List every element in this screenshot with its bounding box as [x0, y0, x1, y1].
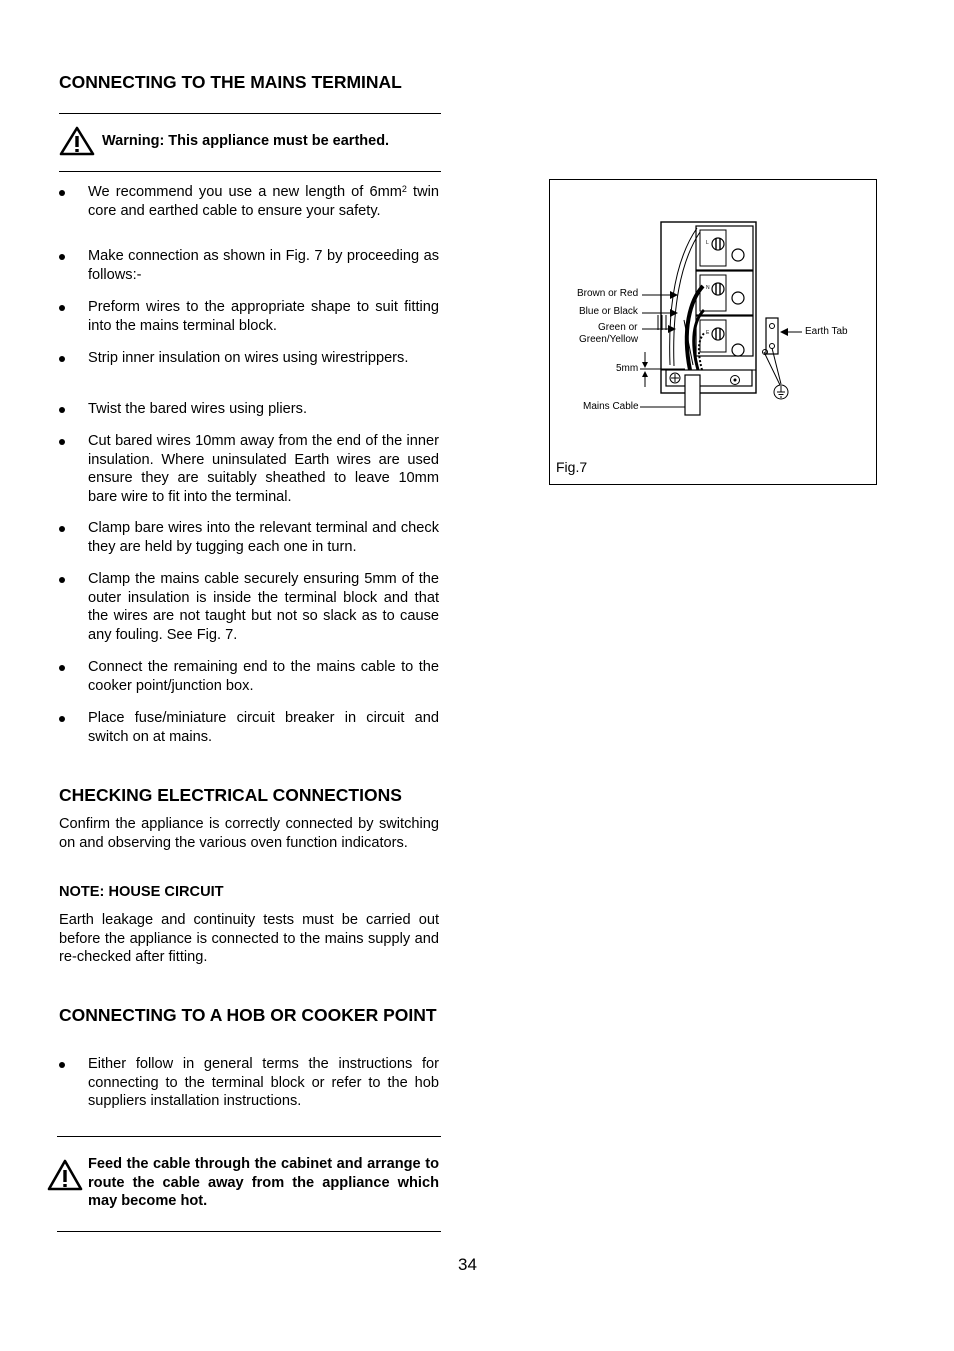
label-earth-tab: Earth Tab: [805, 326, 848, 337]
bullet-text: Either follow in general terms the instructions for connecting to the terminal block or refer to the hob suppliers installation instructions.: [88, 1056, 439, 1110]
divider: [59, 113, 441, 114]
bullet-dot-icon: [59, 526, 65, 532]
list-item: [59, 349, 439, 368]
bullet-dot-icon: [59, 665, 65, 671]
list-item: [59, 519, 439, 556]
note-heading: NOTE: HOUSE CIRCUIT: [59, 884, 224, 900]
label-green-yellow: Green/Yellow: [579, 334, 639, 345]
label-brown-red: Brown or Red: [577, 288, 639, 299]
terminal-mark: N: [706, 285, 710, 291]
list-item: [59, 183, 439, 220]
page-number: 34: [458, 1255, 477, 1274]
list-item: [59, 432, 439, 506]
label-blue-black: Blue or Black: [579, 306, 638, 317]
label-mains-cable: Mains Cable: [583, 401, 639, 412]
bullet-dot-icon: [59, 190, 65, 196]
superscript: 2: [401, 184, 407, 194]
list-item: [59, 298, 439, 335]
section-heading-checking: CHECKING ELECTRICAL CONNECTIONS: [59, 785, 402, 805]
warning-triangle-icon: [59, 126, 95, 161]
checking-paragraph: Confirm the appliance is correctly connected by switching on and observing the various oven function indicators.: [59, 816, 439, 851]
section-heading-mains: CONNECTING TO THE MAINS TERMINAL: [59, 72, 402, 92]
earthing-warning: Warning: This appliance must be earthed.: [102, 133, 390, 149]
list-item: [59, 400, 439, 419]
list-item: [59, 709, 439, 746]
terminal-mark: E: [706, 330, 710, 336]
note-paragraph: Earth leakage and continuity tests must be carried out before the appliance is connected to the mains supply and re-checked after fitting.: [59, 912, 439, 965]
warning-triangle-icon: [47, 1159, 83, 1196]
bullet-dot-icon: [59, 577, 65, 583]
terminal-mark: L: [706, 240, 709, 246]
bullet-text: Twist the bared wires using pliers.: [88, 401, 307, 417]
bullet-text: Preform wires to the appropriate shape to suit fitting into the mains terminal block.: [88, 299, 439, 334]
bullet-dot-icon: [59, 1062, 65, 1068]
bullet-text: twin core and earthed cable to ensure your safety.: [88, 184, 439, 219]
list-item: [59, 570, 439, 644]
section-heading-hob: CONNECTING TO A HOB OR COOKER POINT: [59, 1005, 437, 1025]
bullet-dot-icon: [59, 305, 65, 311]
label-5mm: 5mm: [616, 363, 639, 374]
divider: [59, 171, 441, 172]
figure-7: [549, 179, 877, 485]
bullet-text: We recommend you use a new length of 6mm: [88, 184, 402, 200]
cable-warning: Feed the cable through the cabinet and arrange to route the cable away from the appliance which may become hot.: [88, 1156, 439, 1210]
bullet-text: Connect the remaining end to the mains cable to the cooker point/junction box.: [88, 659, 439, 694]
bullet-dot-icon: [59, 439, 65, 445]
bullet-text: Place fuse/miniature circuit breaker in circuit and switch on at mains.: [88, 710, 439, 745]
bullet-text: Make connection as shown in Fig. 7 by proceeding as follows:-: [88, 248, 439, 283]
figure-caption: Fig.7: [556, 459, 588, 475]
list-item: [59, 658, 439, 695]
list-item: [59, 1055, 439, 1111]
bullet-dot-icon: [59, 407, 65, 413]
label-green: Green or: [598, 322, 638, 333]
bullet-text: Clamp the mains cable securely ensuring 5mm of the outer insulation is inside the terminal block and that the wires are not taught but not so slack as to cause any fouling. See Fig. 7.: [88, 571, 439, 643]
bullet-text: Cut bared wires 10mm away from the end of the inner insulation. Where uninsulated Earth wires are used ensure they are suitably sheathed to leave 10mm bare wire to fit into the terminal.: [88, 433, 439, 505]
divider: [57, 1231, 441, 1232]
bullet-text: Strip inner insulation on wires using wirestrippers.: [88, 350, 409, 366]
bullet-text: Clamp bare wires into the relevant terminal and check they are held by tugging each one in turn.: [88, 520, 439, 555]
divider: [57, 1136, 441, 1137]
bullet-dot-icon: [59, 716, 65, 722]
bullet-dot-icon: [59, 254, 65, 260]
bullet-dot-icon: [59, 356, 65, 362]
list-item: [59, 247, 439, 284]
